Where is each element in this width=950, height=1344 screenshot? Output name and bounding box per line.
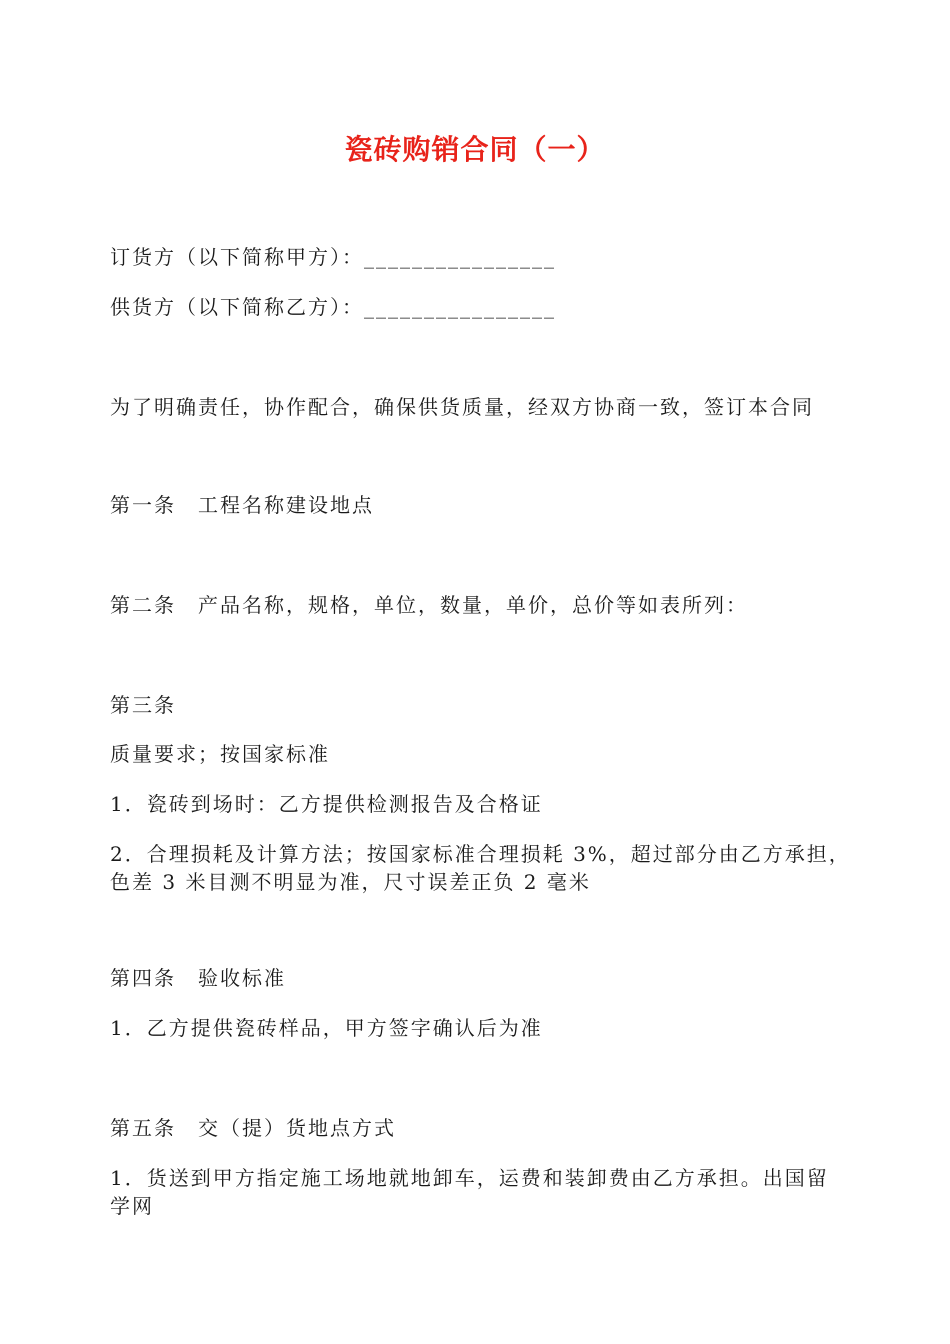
article-4-item-1: 1．乙方提供瓷砖样品，甲方签字确认后为准 bbox=[110, 1016, 543, 1040]
party-a-line bbox=[110, 242, 850, 272]
article-5 bbox=[110, 1113, 850, 1143]
article-3-number: 第三条 bbox=[110, 693, 176, 717]
article-3-item-2-line-2: 色差 3 米目测不明显为准，尺寸误差正负 2 毫米 bbox=[110, 870, 591, 894]
article-2 bbox=[110, 590, 850, 620]
party-b-label: 供货方（以下简称乙方）： bbox=[110, 295, 364, 319]
article-5-title: 交（提）货地点方式 bbox=[198, 1116, 396, 1140]
article-4-number: 第四条 bbox=[110, 966, 176, 990]
preamble: 为了明确责任，协作配合，确保供货质量，经双方协商一致，签订本合同 bbox=[110, 395, 814, 419]
article-1 bbox=[110, 490, 850, 520]
party-a-blank: ________________ bbox=[364, 245, 556, 269]
article-1-number: 第一条 bbox=[110, 493, 176, 517]
party-a-label: 订货方（以下简称甲方）： bbox=[110, 245, 364, 269]
article-2-number: 第二条 bbox=[110, 593, 176, 617]
article-3-item-2-line-1: 2．合理损耗及计算方法；按国家标准合理损耗 3%，超过部分由乙方承担， bbox=[110, 842, 851, 866]
article-5-number: 第五条 bbox=[110, 1116, 176, 1140]
article-5-item-1-line-2: 学网 bbox=[110, 1194, 154, 1218]
article-3-item-1: 1．瓷砖到场时：乙方提供检测报告及合格证 bbox=[110, 792, 543, 816]
article-4-title: 验收标准 bbox=[198, 966, 286, 990]
article-4 bbox=[110, 963, 850, 993]
document-title: 瓷砖购销合同（一） bbox=[344, 133, 606, 166]
article-2-title: 产品名称，规格，单位，数量，单价，总价等如表所列： bbox=[198, 593, 748, 617]
article-1-title: 工程名称建设地点 bbox=[198, 493, 374, 517]
article-3-subtitle: 质量要求；按国家标准 bbox=[110, 742, 330, 766]
party-b-line bbox=[110, 292, 850, 322]
article-5-item-1-line-1: 1．货送到甲方指定施工场地就地卸车，运费和装卸费由乙方承担。出国留 bbox=[110, 1166, 829, 1190]
party-b-blank: ________________ bbox=[364, 295, 556, 319]
